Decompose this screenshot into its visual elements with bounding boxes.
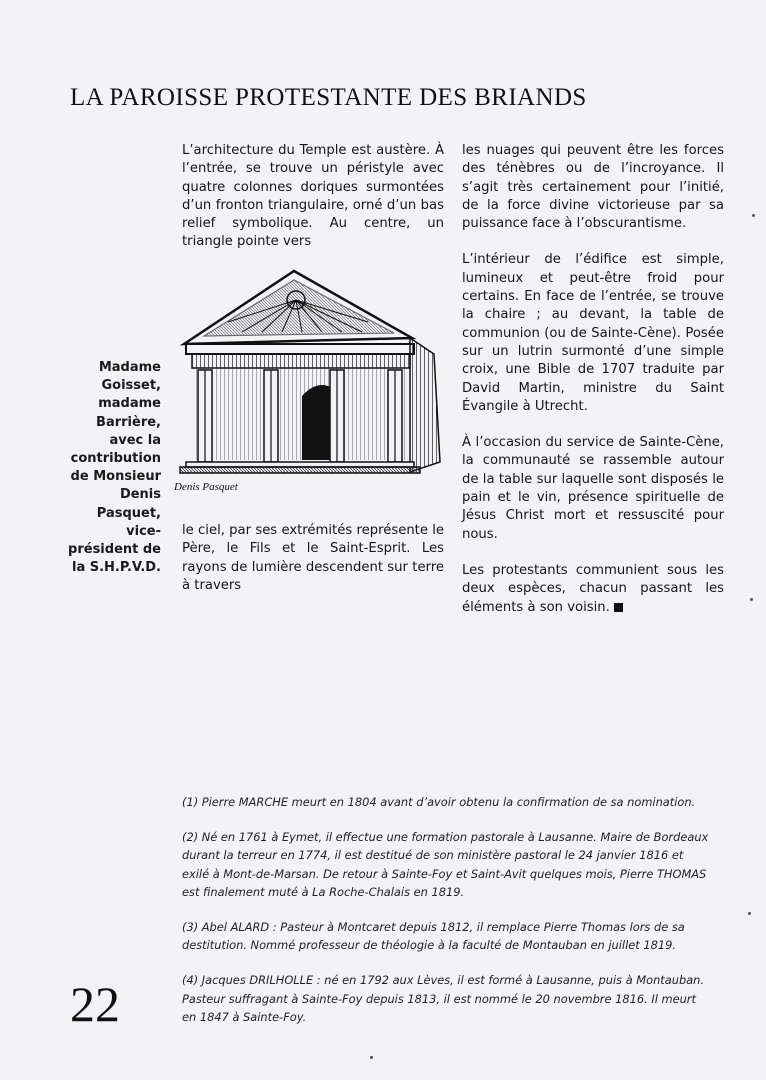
article-column-left-bottom <box>182 522 444 595</box>
paragraph: le ciel, par ses extrémités représente le Père, le Fils et le Saint-Esprit. Les rayons de lumière descendent sur terre à travers <box>182 523 444 593</box>
footnote: (1) Pierre MARCHE meurt en 1804 avant d’avoir obtenu la confirmation de sa nomination. <box>182 795 696 809</box>
paragraph: À l’occasion du service de Sainte-Cène, la communauté se rassemble autour de la table sur laquelle sont disposés le pain et le vin, présence spirituelle de Jésus Christ mort et ressuscité pour nous. <box>462 435 724 542</box>
scan-speck <box>748 912 751 915</box>
paragraph: les nuages qui peuvent être les forces des ténèbres ou de l’incroyance. Il s’agit très certainement pour l’initié, de la force divine victorieuse par sa puissance face à l’obscurantisme. <box>462 143 724 232</box>
scan-speck <box>750 598 753 601</box>
footnote: (3) Abel ALARD : Pasteur à Montcaret depuis 1812, il remplace Pierre Thomas lors de sa destitution. Nommé professeur de théologie à la faculté de Montauban en juillet 1819. <box>182 920 685 953</box>
page-title: LA PAROISSE PROTESTANTE DES BRIANDS <box>70 84 587 111</box>
footnote: (4) Jacques DRILHOLLE : né en 1792 aux Lèves, il est formé à Lausanne, puis à Montauban. Pasteur suffragant à Sainte-Foy depuis 1813, il est nommé le 20 novembre 1816. Il meurt en 1847 à Sainte-Foy. <box>182 973 705 1024</box>
footnote: (2) Né en 1761 à Eymet, il effectue une formation pastorale à Lausanne. Maire de Bordeaux durant la terreur en 1774, il est destitué de son ministère pastoral le 24 janvier 1816 et exilé à Mont-de-Marsan. De retour à Sainte-Foy et Saint-Avit quelques mois, Pierre THOMAS est finalement muté à La Roche-Chalais en 1819. <box>182 830 709 899</box>
scan-speck <box>370 1056 373 1059</box>
scan-speck <box>752 214 755 217</box>
footnotes <box>182 793 712 1043</box>
page-number: 22 <box>70 976 120 1032</box>
temple-illustration <box>172 266 444 498</box>
artist-signature: Denis Pasquet <box>174 481 238 493</box>
author-credit: Madame Goisset, madame Barrière, avec la contribution de Monsieur Denis Pasquet, vice-président de la S.H.P.V.D. <box>68 360 161 576</box>
paragraph-text: Les protestants communient sous les deux espèces, chacun passant les éléments à son voisin. <box>462 562 724 615</box>
paragraph: L’intérieur de l’édifice est simple, lumineux et peut-être froid pour certains. En face de l’entrée, se trouve la chaire ; au devant, la table de communion (ou de Sainte-Cène). Posée sur un lutrin surmonté d’une simple croix, une Bible de 1707 traduite par David Martin, ministre du Saint Évangile à Utrecht. <box>462 252 724 414</box>
paragraph: L’architecture du Temple est austère. À l’entrée, se trouve un péristyle avec quatre colonnes doriques surmontées d’un fronton triangulaire, orné d’un bas relief symbolique. Au centre, un triangle pointe vers <box>182 143 444 250</box>
end-of-article-icon <box>614 603 623 612</box>
paragraph-final <box>462 562 724 617</box>
article-column-right <box>462 142 724 617</box>
article-column-left-top <box>182 142 444 252</box>
